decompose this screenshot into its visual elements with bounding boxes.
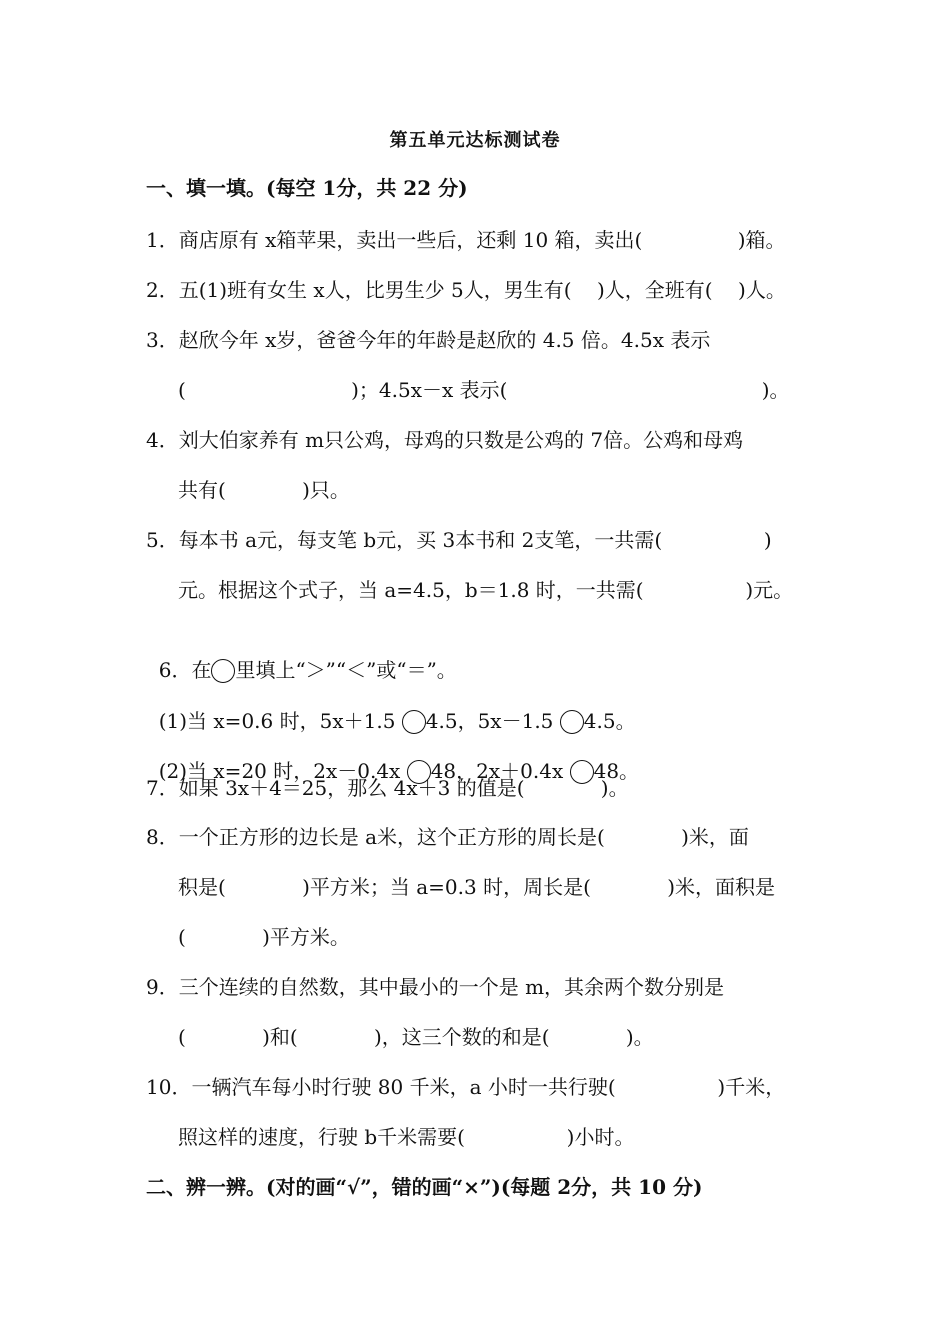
question-8-line2: 积是( )平方米；当 a=0.3 时，周长是( )米，面积是 <box>178 875 775 899</box>
question-8-line1: 8．一个正方形的边长是 a米，这个正方形的周长是( )米，面 <box>146 825 749 849</box>
q6-1-text-c: 4.5。 <box>583 709 636 733</box>
question-3-line1: 3．赵欣今年 x岁，爸爸今年的年龄是赵欣的 4.5 倍。4.5x 表示 <box>146 328 711 352</box>
question-7: 7．如果 3x＋4＝25，那么 4x＋3 的值是( )。 <box>146 776 629 800</box>
question-5-line2: 元。根据这个式子，当 a=4.5，b＝1.8 时，一共需( )元。 <box>178 578 794 602</box>
question-10-line2: 照这样的速度，行驶 b千米需要( )小时。 <box>178 1125 635 1149</box>
question-9-line2: ( )和( )，这三个数的和是( )。 <box>178 1025 654 1049</box>
question-5-line1: 5．每本书 a元，每支笔 b元，买 3本书和 2支笔，一共需( ) <box>146 528 772 552</box>
question-10-line1: 10．一辆汽车每小时行驶 80 千米，a 小时一共行驶( )千米， <box>146 1075 786 1099</box>
section-1-heading: 一、填一填。(每空 1分，共 22 分) <box>146 176 468 200</box>
page-title: 第五单元达标测试卷 <box>389 130 561 151</box>
question-6-head: 6．在 <box>158 658 212 682</box>
question-4-line1: 4．刘大伯家养有 m只公鸡，母鸡的只数是公鸡的 7倍。公鸡和母鸡 <box>146 428 744 452</box>
q6-2-text-c: 48。 <box>593 759 640 783</box>
question-1: 1．商店原有 x箱苹果，卖出一些后，还剩 10 箱，卖出( )箱。 <box>146 228 786 252</box>
q6-2-text-a: (2)当 x=20 时，2x－0.4x <box>158 759 407 783</box>
question-8-line3: ( )平方米。 <box>178 925 350 949</box>
q6-1-text-b: 4.5，5x－1.5 <box>425 709 560 733</box>
question-4-line2: 共有( )只。 <box>178 478 350 502</box>
question-3-line2: ( )；4.5x－x 表示( )。 <box>178 378 790 402</box>
question-2: 2．五(1)班有女生 x人，比男生少 5人，男生有( )人，全班有( )人。 <box>146 278 786 302</box>
q6-1-text-a: (1)当 x=0.6 时，5x＋1.5 <box>158 709 402 733</box>
question-6-tail: 里填上“＞”“＜”或“＝”。 <box>235 658 457 682</box>
section-2-heading: 二、辨一辨。(对的画“√”，错的画“×”)(每题 2分，共 10 分) <box>146 1175 703 1199</box>
q6-2-text-b: 48，2x＋0.4x <box>430 759 570 783</box>
question-9-line1: 9．三个连续的自然数，其中最小的一个是 m，其余两个数分别是 <box>146 975 725 999</box>
